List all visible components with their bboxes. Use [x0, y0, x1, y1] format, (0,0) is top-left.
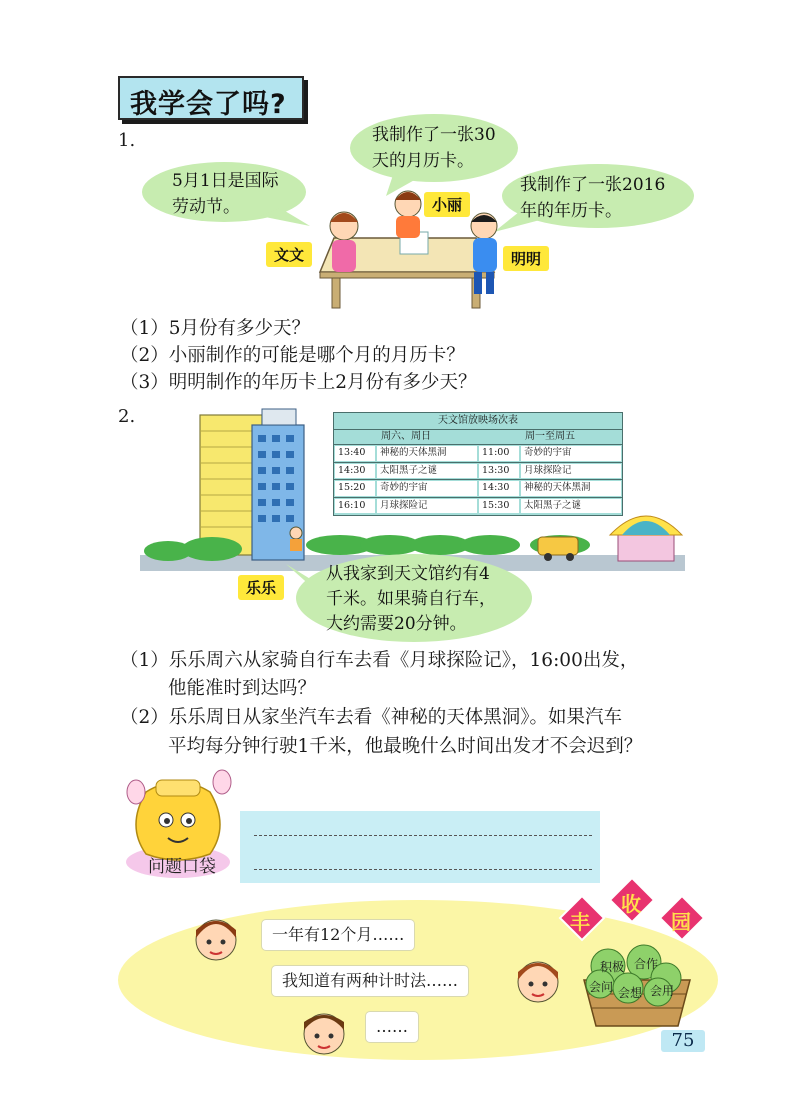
name-tag-lele: 乐乐: [238, 575, 284, 600]
harvest-title-char: 收: [621, 892, 641, 916]
table-cell: 15:30: [479, 499, 519, 514]
table-row: [334, 445, 622, 463]
bubble-lele-text: [326, 562, 496, 637]
q2-question-1: （1）乐乐周六从家骑自行车去看《月球探险记》，16:00出发，: [120, 650, 639, 671]
schedule-title: 天文馆放映场次表: [334, 413, 622, 430]
question-1-number: 1.: [118, 130, 136, 151]
section-heading: [118, 76, 304, 120]
schedule-header-row: [334, 430, 622, 445]
note-box: [240, 811, 600, 883]
q2-question-2-cont: 平均每分钟行驶1千米，他最晚什么时间出发才不会迟到？: [168, 736, 643, 757]
name-tag-xiaoli: 小丽: [424, 192, 470, 217]
bubble-mingming-text: [520, 172, 665, 224]
table-cell: 13:40: [335, 446, 375, 461]
fruit-label: 会想: [618, 986, 643, 1000]
planetarium-schedule-table: [333, 412, 623, 516]
bubble-line: 从我家到天文馆约有4: [326, 564, 490, 584]
table-cell: 13:30: [479, 464, 519, 479]
child-icon: [510, 952, 566, 1008]
harvest-title-char: 园: [671, 910, 691, 934]
answer-line: [254, 835, 592, 836]
table-cell: 月球探险记: [521, 464, 621, 479]
table-cell: 神秘的天体黑洞: [377, 446, 477, 461]
bubble-wenwen-text: [172, 168, 279, 220]
q1-question-2: （2）小丽制作的可能是哪个月的月历卡？: [120, 345, 465, 366]
bubble-line: 大约需要20分钟。: [326, 614, 467, 634]
table-cell: 15:20: [335, 481, 375, 496]
bubble-xiaoli-text: [372, 122, 496, 174]
q2-question-1-cont: 他能准时到达吗？: [168, 678, 317, 699]
pocket-label: 问题口袋: [148, 857, 216, 877]
speech-timekeeping: 我知道有两种计时法……: [272, 966, 468, 996]
name-tag-wenwen: 文文: [266, 242, 312, 267]
table-row: [334, 463, 622, 481]
bubble-line: 劳动节。: [172, 197, 240, 217]
harvest-title-char: 丰: [570, 910, 590, 934]
q1-question-1: （1）5月份有多少天？: [120, 318, 311, 339]
section-heading-text: 我学会了吗?: [130, 89, 287, 120]
fruit-label: 会用: [650, 984, 675, 998]
bubble-line: 5月1日是国际: [172, 171, 279, 191]
table-cell: 14:30: [479, 481, 519, 496]
fruit-label: 会问: [589, 980, 614, 994]
page-number: 75: [661, 1030, 705, 1052]
bubble-line: 天的月历卡。: [372, 151, 474, 171]
bubble-line: 年的年历卡。: [520, 201, 622, 221]
table-row: [334, 498, 622, 515]
fruit-label: 积极: [600, 960, 625, 974]
table-cell: 神秘的天体黑洞: [521, 481, 621, 496]
fruit-label: 合作: [634, 957, 659, 971]
table-cell: 11:00: [479, 446, 519, 461]
bubble-line: 我制作了一张2016: [520, 175, 666, 195]
schedule-header-weekday: 周一至周五: [525, 431, 575, 442]
table-cell: 16:10: [335, 499, 375, 514]
question-2-number: 2.: [118, 406, 136, 427]
answer-line: [254, 869, 592, 870]
table-cell: 太阳黑子之谜: [377, 464, 477, 479]
q1-question-3: （3）明明制作的年历卡上2月份有多少天？: [120, 372, 477, 393]
child-icon: [188, 910, 244, 966]
table-cell: 月球探险记: [377, 499, 477, 514]
table-cell: 奇妙的宇宙: [521, 446, 621, 461]
name-tag-mingming: 明明: [503, 246, 549, 271]
table-cell: 14:30: [335, 464, 375, 479]
table-cell: 奇妙的宇宙: [377, 481, 477, 496]
table-row: [334, 480, 622, 498]
speech-year-months: 一年有12个月……: [262, 920, 414, 950]
table-cell: 太阳黑子之谜: [521, 499, 621, 514]
bubble-line: 千米。如果骑自行车，: [326, 589, 496, 609]
bubble-line: 我制作了一张30: [372, 125, 496, 145]
child-icon: [296, 1004, 352, 1060]
schedule-header-weekend: 周六、周日: [381, 431, 431, 442]
speech-ellipsis: ……: [366, 1012, 418, 1042]
q2-question-2: （2）乐乐周日从家坐汽车去看《神秘的天体黑洞》。如果汽车: [120, 707, 623, 728]
children-table-illustration: [310, 188, 510, 312]
